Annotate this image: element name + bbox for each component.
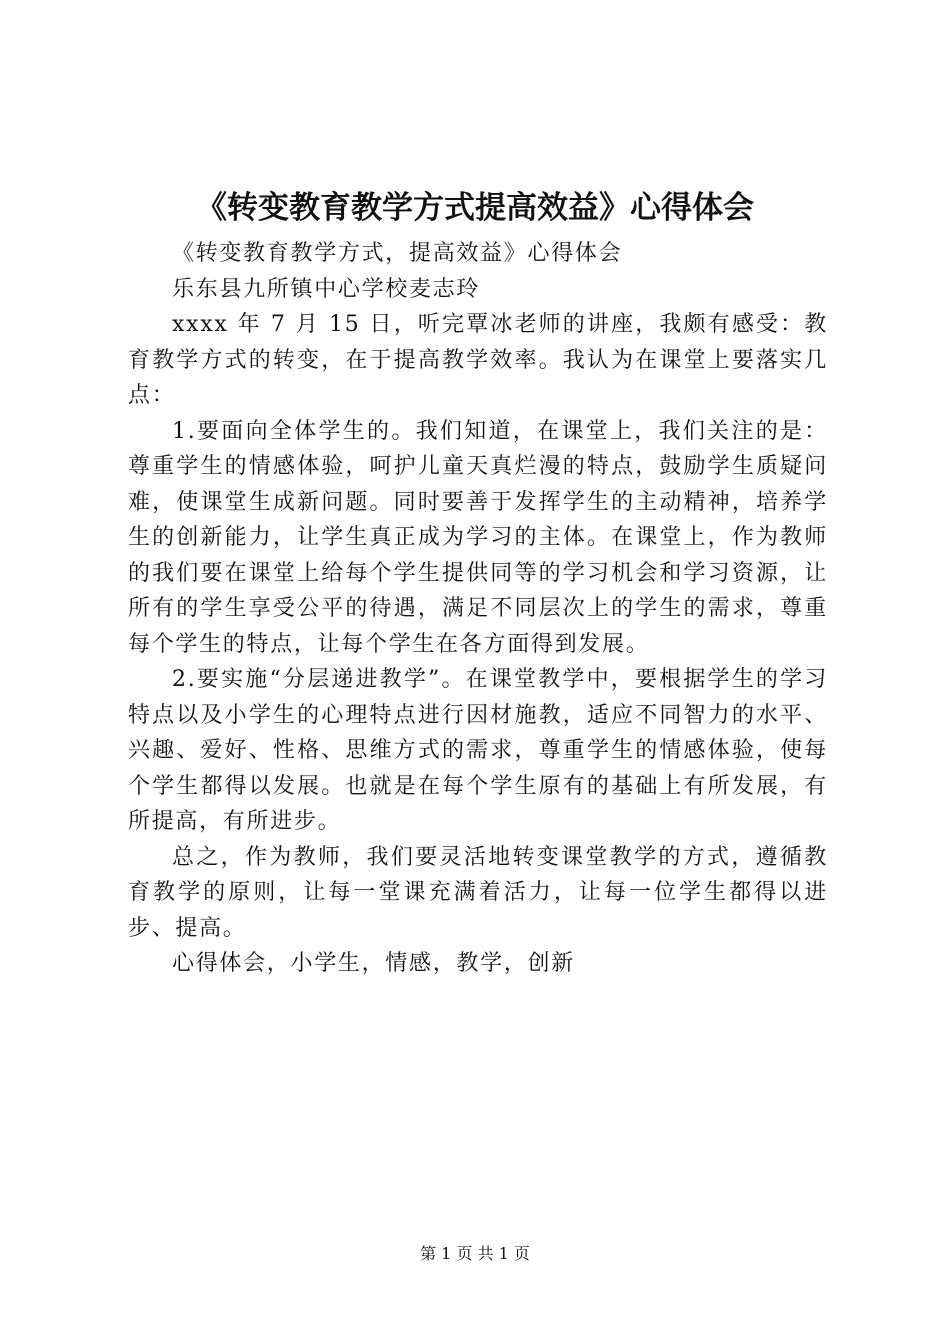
document-body <box>128 236 828 982</box>
subtitle-line: 《转变教育教学方式，提高效益》心得体会 <box>172 241 623 266</box>
document-title: 《转变教育教学方式提高效益》心得体会 <box>196 190 754 226</box>
paragraph-point-1: 1.要面向全体学生的。我们知道，在课堂上，我们关注的是：尊重学生的情感体验，呵护儿童天真烂漫的特点，鼓励学生质疑问难，使课堂生成新问题。同时要善于发挥学生的主动精神，培养学生的创新能力，让学生真正成为学习的主体。在课堂上，作为教师的我们要在课堂上给每个学生提供同等的学习机会和学习资源，让所有的学生享受公平的待遇，满足不同层次上的学生的需求，尊重每个学生的特点，让每个学生在各方面得到发展。 <box>128 418 828 657</box>
page-footer: 第 1 页 共 1 页 <box>420 1244 530 1263</box>
keywords-line: 心得体会，小学生，情感，教学，创新 <box>172 951 575 976</box>
paragraph-point-2: 2.要实施“分层递进教学”。在课堂教学中，要根据学生的学习特点以及小学生的心理特点进行因材施教，适应不同智力的水平、兴趣、爱好、性格、思维方式的需求，尊重学生的情感体验，使每个学生都得以发展。也就是在每个学生原有的基础上有所发展，有所提高，有所进步。 <box>128 667 828 834</box>
author-line: 乐东县九所镇中心学校麦志玲 <box>172 276 481 302</box>
paragraph-intro: xxxx 年 7 月 15 日，听完覃冰老师的讲座，我颇有感受：教育教学方式的转变，在于提高教学效率。我认为在课堂上要落实几点： <box>128 312 828 408</box>
paragraph-conclusion: 总之，作为教师，我们要灵活地转变课堂教学的方式，遵循教育教学的原则，让每一堂课充满着活力，让每一位学生都得以进步、提高。 <box>128 844 828 941</box>
